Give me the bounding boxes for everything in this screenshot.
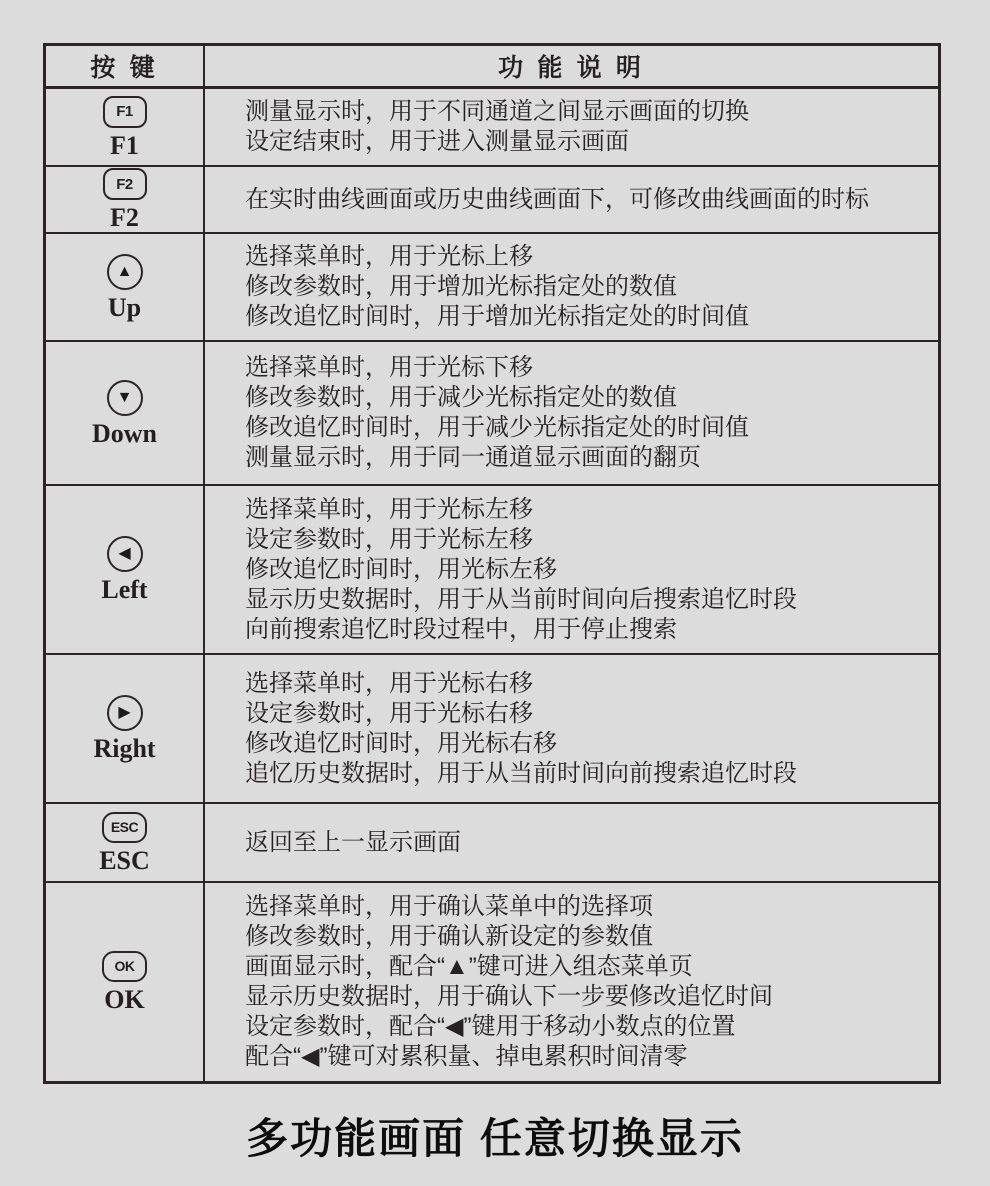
desc-cell-up (204, 233, 940, 341)
desc-line: 修改参数时，用于增加光标指定处的数值 (245, 273, 677, 300)
f2-key-icon: F2 (103, 168, 147, 200)
desc-line: 修改追忆时间时，用于增加光标指定处的时间值 (245, 303, 749, 330)
page-title: 多功能画面 任意切换显示 (246, 1115, 744, 1162)
key-label-f2: F2 (110, 203, 139, 232)
key-label-down: Down (91, 418, 157, 448)
table-row-esc (45, 803, 940, 882)
desc-cell-esc (204, 803, 940, 882)
key-cell-right (45, 654, 205, 803)
desc-line: 选择菜单时，用于光标下移 (245, 354, 533, 381)
desc-line: 选择菜单时，用于光标右移 (245, 669, 533, 697)
desc-cell-f2 (204, 166, 940, 233)
key-stack (46, 168, 203, 231)
key-cell-esc (45, 803, 205, 882)
header-desc-column: 功 能 说 明 (204, 45, 940, 88)
desc-line: 修改追忆时间时，用于减少光标指定处的时间值 (245, 414, 749, 441)
table-row-up (45, 233, 940, 341)
desc-line: 设定结束时，用于进入测量显示画面 (245, 128, 629, 155)
key-label-right: Right (93, 734, 156, 763)
desc-line: 设定参数时，用于光标右移 (245, 699, 533, 727)
desc-line: 配合“◀”键可对累积量、掉电累积时间清零 (245, 1042, 688, 1070)
desc-line: 选择菜单时，用于确认菜单中的选择项 (245, 892, 653, 920)
table-row-left (45, 485, 940, 654)
desc-line: 向前搜索追忆时段过程中，用于停止搜索 (245, 615, 677, 643)
table-row-f2 (45, 166, 940, 233)
desc-line: 在实时曲线画面或历史曲线画面下，可修改曲线画面的时标 (245, 185, 869, 213)
key-stack (46, 695, 203, 762)
key-label-left: Left (101, 575, 148, 604)
desc-cell-left (204, 485, 940, 654)
key-cell-down (45, 341, 205, 485)
table-row-right (45, 654, 940, 803)
f1-key-icon: F1 (103, 96, 147, 128)
key-stack (46, 951, 203, 1013)
desc-line: 选择菜单时，用于光标左移 (245, 495, 533, 523)
desc-line: 返回至上一显示画面 (245, 828, 461, 856)
right-arrow-icon: ▶ (107, 695, 143, 731)
desc-line: 修改参数时，用于减少光标指定处的数值 (245, 384, 677, 411)
up-arrow-icon: ▲ (107, 254, 143, 290)
table-row-f1 (45, 88, 940, 167)
key-cell-f2 (45, 166, 205, 233)
desc-line: 修改参数时，用于确认新设定的参数值 (245, 922, 653, 950)
key-label-ok: OK (104, 984, 145, 1014)
desc-line: 测量显示时，用于同一通道显示画面的翻页 (245, 444, 701, 471)
header-key-column: 按 键 (45, 45, 205, 88)
desc-line: 画面显示时，配合“▲”键可进入组态菜单页 (245, 952, 693, 980)
key-cell-up (45, 233, 205, 341)
key-stack (46, 254, 203, 321)
key-label-up: Up (107, 292, 142, 322)
key-function-table (43, 43, 941, 1084)
esc-key-icon: ESC (102, 812, 147, 843)
key-label-esc: ESC (99, 845, 150, 875)
desc-cell-right (204, 654, 940, 803)
desc-cell-down (204, 341, 940, 485)
table-row-ok (45, 882, 940, 1082)
desc-line: 显示历史数据时，用于确认下一步要修改追忆时间 (245, 982, 773, 1010)
key-cell-f1 (45, 88, 205, 167)
left-arrow-icon: ◀ (107, 536, 143, 572)
key-stack (46, 380, 203, 447)
key-stack (46, 96, 203, 159)
table-row-down (45, 341, 940, 485)
desc-cell-ok (204, 882, 940, 1082)
ok-key-icon: OK (102, 951, 147, 982)
key-cell-ok (45, 882, 205, 1082)
down-arrow-icon: ▼ (107, 380, 143, 416)
table-header-row (45, 45, 940, 88)
desc-line: 设定参数时，配合“◀”键用于移动小数点的位置 (245, 1012, 736, 1040)
desc-line: 追忆历史数据时，用于从当前时间向前搜索追忆时段 (245, 759, 797, 787)
key-stack (46, 536, 203, 603)
desc-line: 修改追忆时间时，用光标左移 (245, 555, 557, 583)
key-stack (46, 812, 203, 874)
desc-line: 显示历史数据时，用于从当前时间向后搜索追忆时段 (245, 585, 797, 613)
desc-line: 修改追忆时间时，用光标右移 (245, 729, 557, 757)
desc-line: 测量显示时，用于不同通道之间显示画面的切换 (245, 98, 749, 125)
desc-line: 选择菜单时，用于光标上移 (245, 243, 533, 270)
desc-line: 设定参数时，用于光标左移 (245, 525, 533, 553)
desc-cell-f1 (204, 88, 940, 167)
key-label-f1: F1 (110, 130, 139, 160)
key-cell-left (45, 485, 205, 654)
